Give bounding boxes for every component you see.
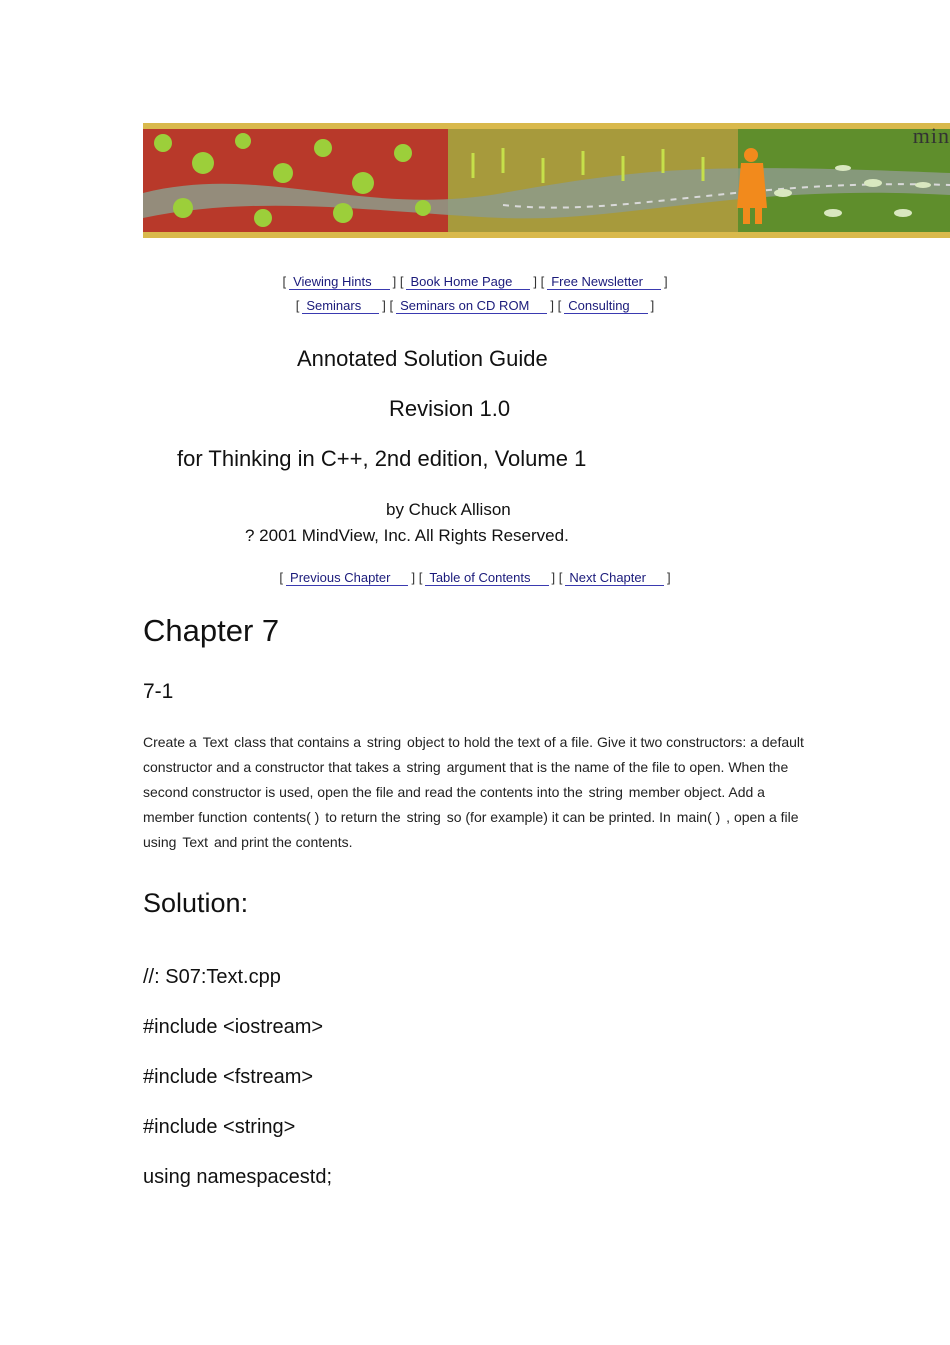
- code-term-string: string: [588, 784, 623, 800]
- code-term-text: Text: [182, 834, 209, 850]
- author-line: by Chuck Allison: [386, 500, 511, 519]
- banner-illustration: [143, 123, 950, 238]
- nav-link-seminars-cd-rom[interactable]: Seminars on CD ROM: [396, 298, 547, 314]
- nav-link-previous-chapter[interactable]: Previous Chapter: [286, 570, 408, 586]
- guide-revision: Revision 1.0: [389, 396, 511, 421]
- code-term-contents: contents( ): [253, 809, 320, 825]
- nav-link-viewing-hints[interactable]: Viewing Hints: [289, 274, 390, 290]
- chapter-nav: [ Previous Chapter ] [ Table of Contents ] [ Next Chapter ]: [279, 570, 671, 585]
- copyright-line: ? 2001 MindView, Inc. All Rights Reserved.: [245, 526, 569, 545]
- nav-link-next-chapter[interactable]: Next Chapter: [565, 570, 664, 586]
- solution-heading: Solution:: [143, 888, 249, 918]
- mindview-logo: min: [912, 123, 950, 148]
- code-line: #include <iostream>: [143, 1016, 324, 1038]
- exercise-number: 7-1: [143, 680, 174, 703]
- nav-link-table-of-contents[interactable]: Table of Contents: [425, 570, 548, 586]
- code-line: //: S07:Text.cpp: [143, 966, 281, 988]
- chapter-heading: Chapter 7: [143, 613, 280, 648]
- guide-subtitle: for Thinking in C++, 2nd edition, Volume 1: [177, 446, 587, 471]
- code-line: #include <fstream>: [143, 1066, 314, 1088]
- code-term-main: main( ): [676, 809, 721, 825]
- nav-link-book-home-page[interactable]: Book Home Page: [406, 274, 530, 290]
- code-term-text: Text: [202, 734, 229, 750]
- guide-title: Annotated Solution Guide: [297, 346, 548, 371]
- code-term-string: string: [406, 759, 441, 775]
- code-term-string: string: [406, 809, 441, 825]
- nav-link-free-newsletter[interactable]: Free Newsletter: [547, 274, 661, 290]
- code-line: using namespacestd;: [143, 1166, 333, 1188]
- site-nav-row-2: [ Seminars ] [ Seminars on CD ROM ] [ Consulting ]: [295, 298, 655, 313]
- code-line: #include <string>: [143, 1116, 296, 1138]
- code-term-string: string: [366, 734, 402, 750]
- nav-link-consulting[interactable]: Consulting: [564, 298, 647, 314]
- exercise-description: Create a Text class that contains a string object to hold the text of a file. Give it two constructors: a default constructor and a constructor that takes a string argument that is the name of the file to open. When the second constructor is used, open the file and read the contents into the string member object. Add a member function contents( ) to return the string so (for example) it can be printed. In main( ) , open a file using Text and print the contents.: [143, 734, 804, 850]
- header-banner: [143, 123, 950, 238]
- site-nav-row-1: [ Viewing Hints ] [ Book Home Page ] [ Free Newsletter ]: [282, 274, 668, 289]
- nav-link-seminars[interactable]: Seminars: [302, 298, 379, 314]
